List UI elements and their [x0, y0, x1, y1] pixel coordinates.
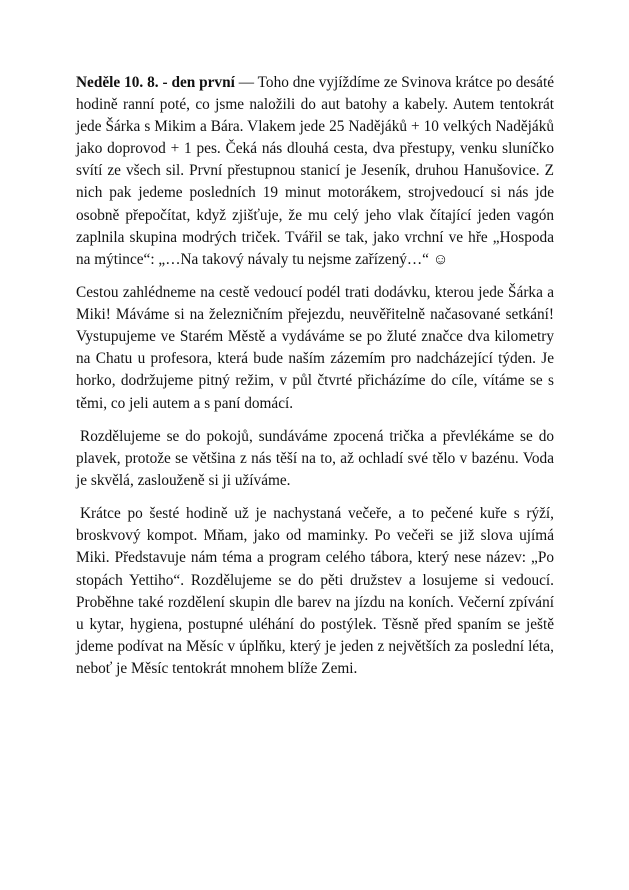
- paragraph-1-text: — Toho dne vyjíždíme ze Svinova krátce po desáté hodině ranní poté, co jsme naložili do aut batohy a kabely. Autem tentokrát jede Šárka s Mikim a Bára. Vlakem jede 25 Nadějáků + 10 velkých Nadějáků jako doprovod + 1 pes. Čeká nás dlouhá cesta, dva přestupy, venku sluníčko svítí ze všech sil. První přestupnou stanicí je Jeseník, druhou Hanušovice. Z nich pak jedeme posledních 19 minut motorákem, strojvedoucí si nás jde osobně přepočítat, když zjišťuje, že mu celý jeho vlak čítající jeden vagón zaplnila skupina modrých triček. Tvářil se tak, jako vrchní ve hře „Hospoda na mýtince“: „…Na takový návaly tu nejsme zařízený…“ ☺: [76, 74, 554, 268]
- paragraph-4: Krátce po šesté hodině už je nachystaná večeře, a to pečené kuře s rýží, broskvový kompot. Mňam, jako od maminky. Po večeři se již slova ujímá Miki. Představuje nám téma a program celého tábora, který nese název: „Po stopách Yettiho“. Rozdělujeme se do pěti družstev a losujeme si vedoucí. Proběhne také rozdělení skupin dle barev na jízdu na koních. Večerní zpívání u kytar, hygiena, postupné uléhání do postýlek. Těsně před spaním se ještě jdeme podívat na Měsíc v úplňku, který je jeden z největších za poslední léta, neboť je Měsíc tentokrát mnohem blíže Zemi.: [76, 505, 554, 677]
- document-page: [76, 72, 554, 691]
- day-heading: Neděle 10. 8. - den první: [76, 74, 235, 91]
- paragraph-1: [76, 72, 554, 271]
- paragraph-3: Rozdělujeme se do pokojů, sundáváme zpocená trička a převlékáme se do plavek, protože se většina z nás těší na to, až ochladí své tělo v bazénu. Voda je skvělá, zaslouženě si ji užíváme.: [76, 427, 554, 489]
- paragraph-2: Cestou zahlédneme na cestě vedoucí podél trati dodávku, kterou jede Šárka a Miki! Máváme si na železničním přejezdu, neuvěřitelně načasované setkání! Vystupujeme ve Starém Městě a vydáváme se po žluté značce dva kilometry na Chatu u profesora, která bude naším zázemím pro nadcházející týden. Je horko, dodržujeme pitný režim, v půl čtvrté přicházíme do cíle, vítáme se s těmi, co jeli autem a s paní domácí.: [76, 284, 554, 412]
